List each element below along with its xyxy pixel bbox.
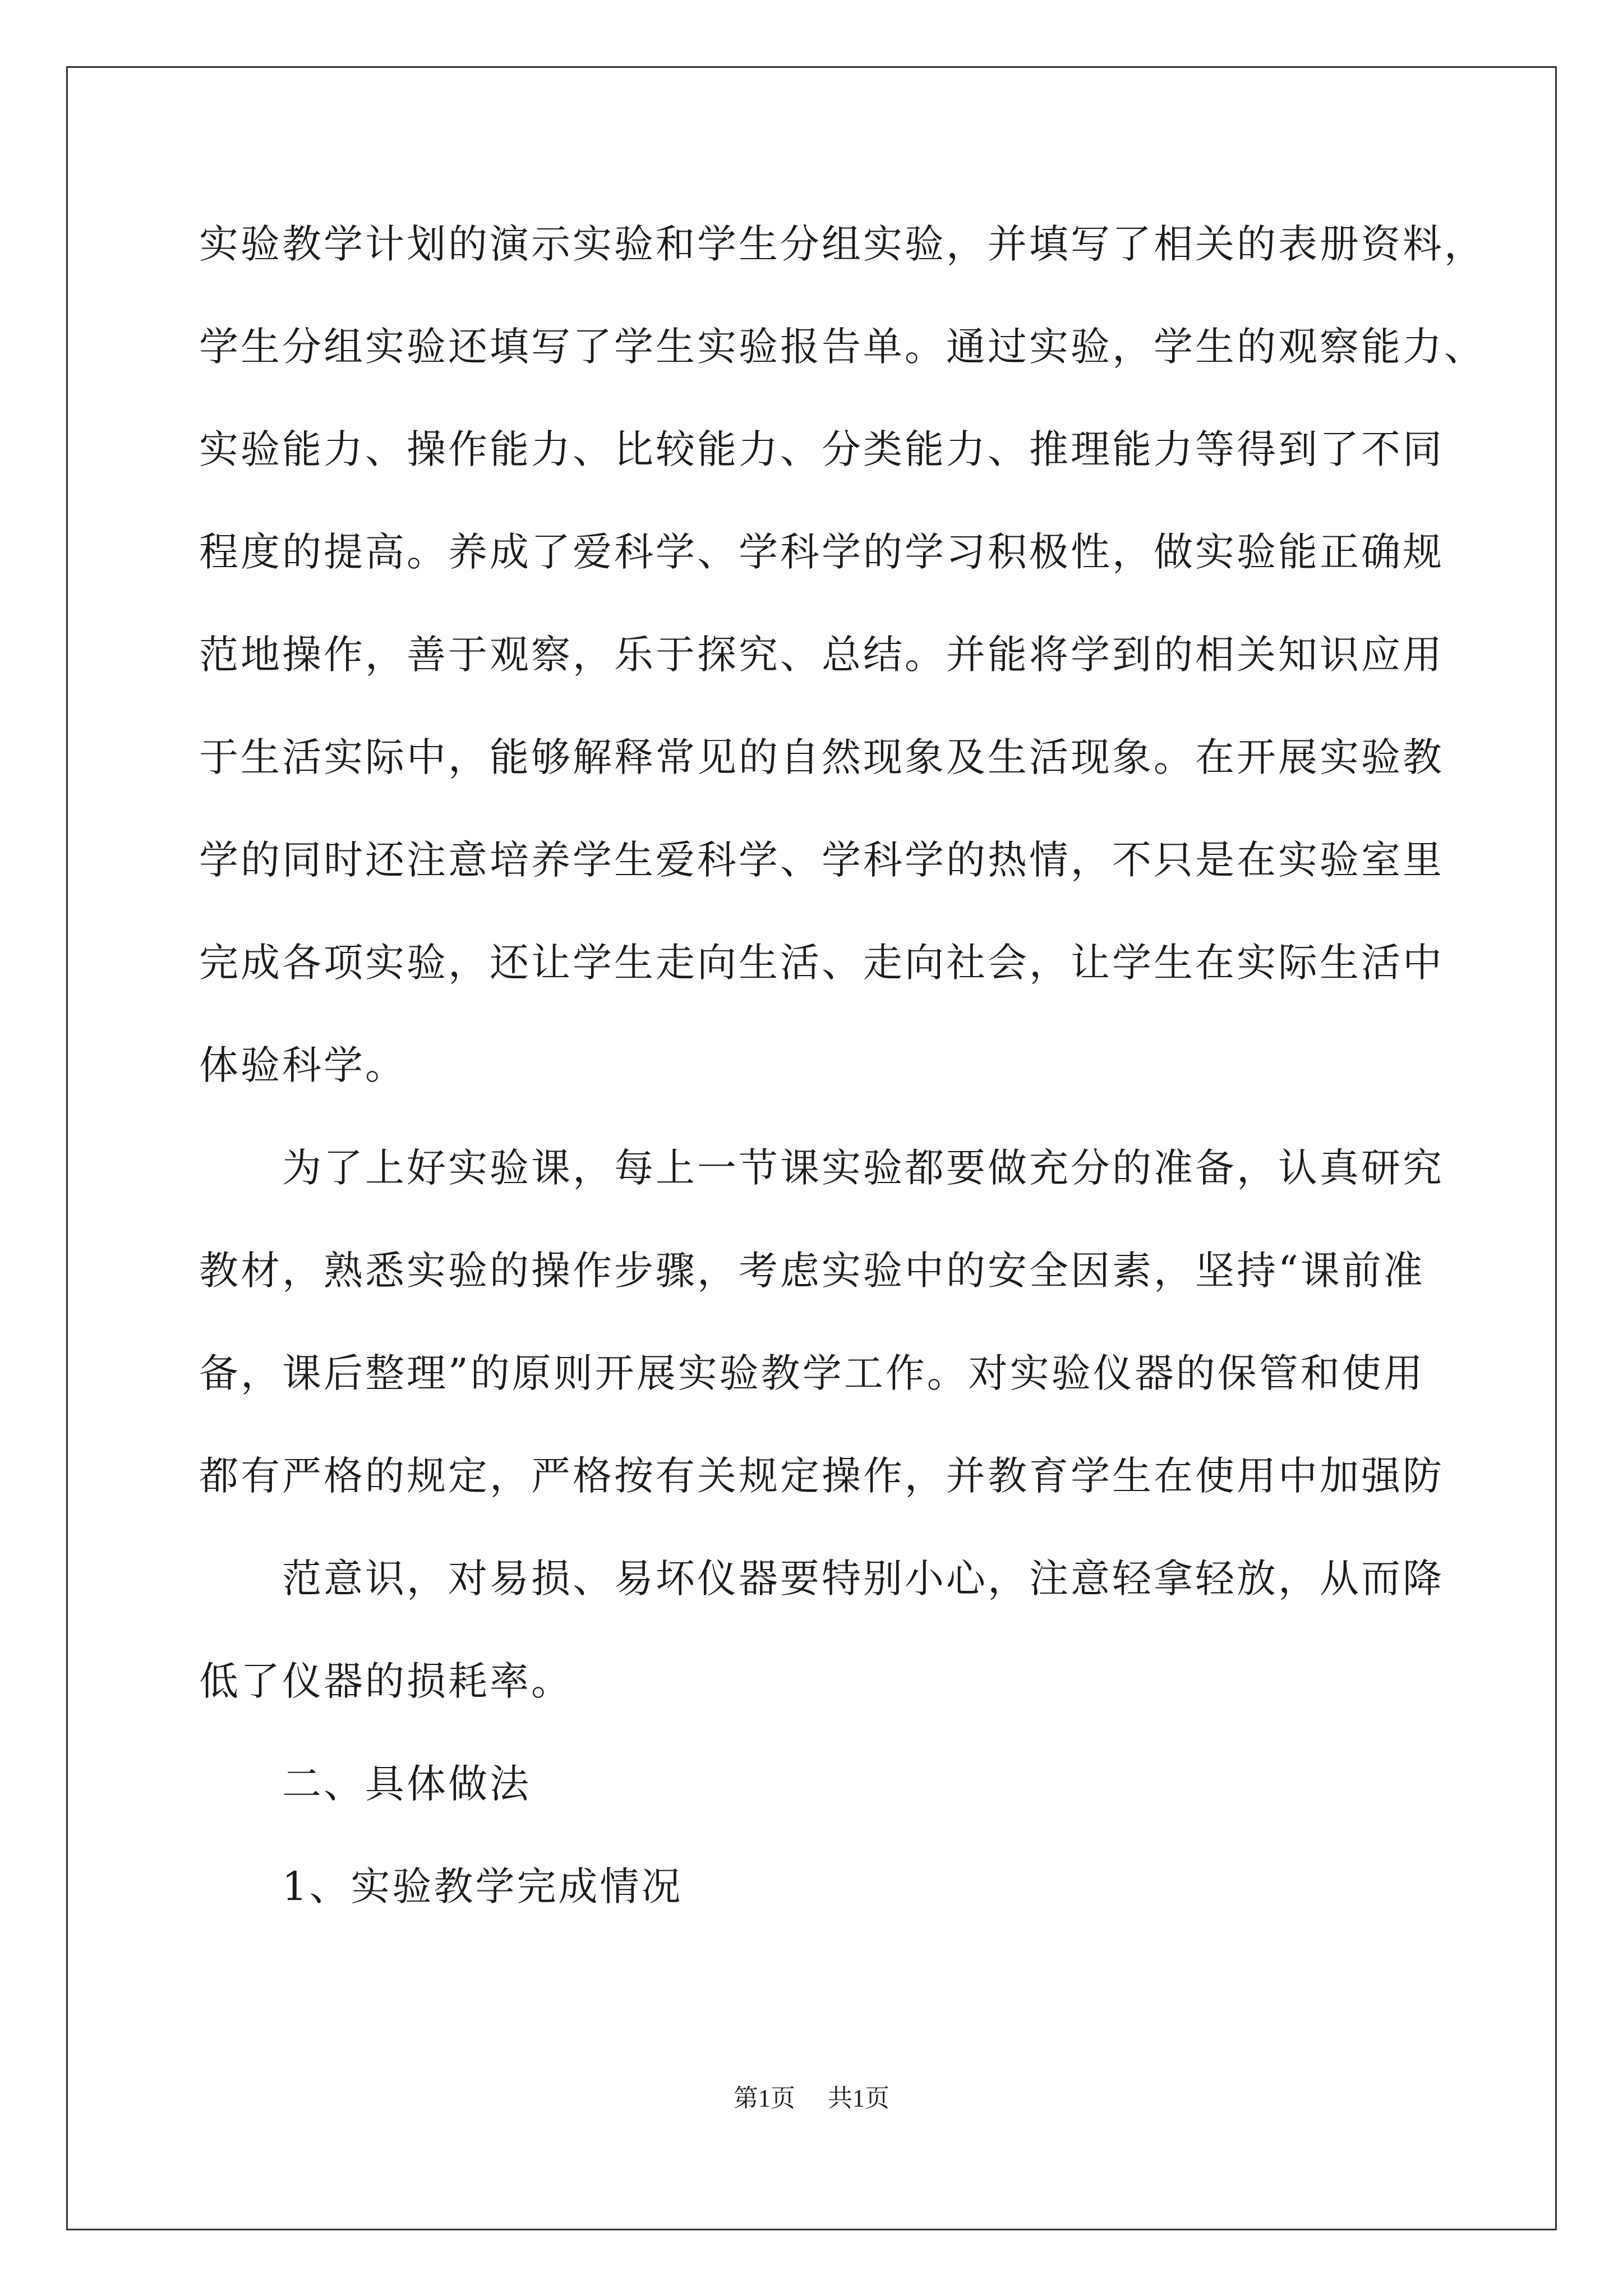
paragraph-start-line: 为了上好实验课，每上一节课实验都要做充分的准备，认真研究 bbox=[282, 1145, 1444, 1191]
text-line: 实验能力、操作能力、比较能力、分类能力、推理能力等得到了不同 bbox=[199, 426, 1444, 472]
text-line: 程度的提高。养成了爱科学、学科学的学习积极性，做实验能正确规 bbox=[199, 529, 1444, 575]
text-line: 学的同时还注意培养学生爱科学、学科学的热情，不只是在实验室里 bbox=[199, 837, 1444, 883]
page-total: 共1页 bbox=[828, 2085, 889, 2112]
section-heading: 二、具体做法 bbox=[282, 1761, 531, 1807]
paragraph-start-line: 范意识，对易损、易坏仪器要特别小心，注意轻拿轻放，从而降 bbox=[282, 1556, 1444, 1602]
text-line: 都有严格的规定，严格按有关规定操作，并教育学生在使用中加强防 bbox=[199, 1453, 1444, 1499]
page-footer bbox=[0, 2082, 1623, 2115]
text-line: 完成各项实验，还让学生走向生活、走向社会，让学生在实际生活中 bbox=[199, 940, 1444, 986]
page-number: 第1页 bbox=[734, 2085, 795, 2112]
text-line: 体验科学。 bbox=[199, 1042, 407, 1088]
text-line: 实验教学计划的演示实验和学生分组实验，并填写了相关的表册资料， bbox=[199, 221, 1486, 267]
text-line: 备，课后整理”的原则开展实验教学工作。对实验仪器的保管和使用 bbox=[199, 1350, 1425, 1396]
text-line: 低了仪器的损耗率。 bbox=[199, 1658, 573, 1704]
text-line: 学生分组实验还填写了学生实验报告单。通过实验，学生的观察能力、 bbox=[199, 324, 1486, 370]
text-line: 教材，熟悉实验的操作步骤，考虑实验中的安全因素，坚持“课前准 bbox=[199, 1248, 1425, 1294]
text-line: 范地操作，善于观察，乐于探究、总结。并能将学到的相关知识应用 bbox=[199, 632, 1444, 678]
text-line: 于生活实际中，能够解释常见的自然现象及生活现象。在开展实验教 bbox=[199, 734, 1444, 780]
subsection-heading: 1、实验教学完成情况 bbox=[282, 1864, 683, 1910]
document-body bbox=[199, 193, 1486, 1938]
